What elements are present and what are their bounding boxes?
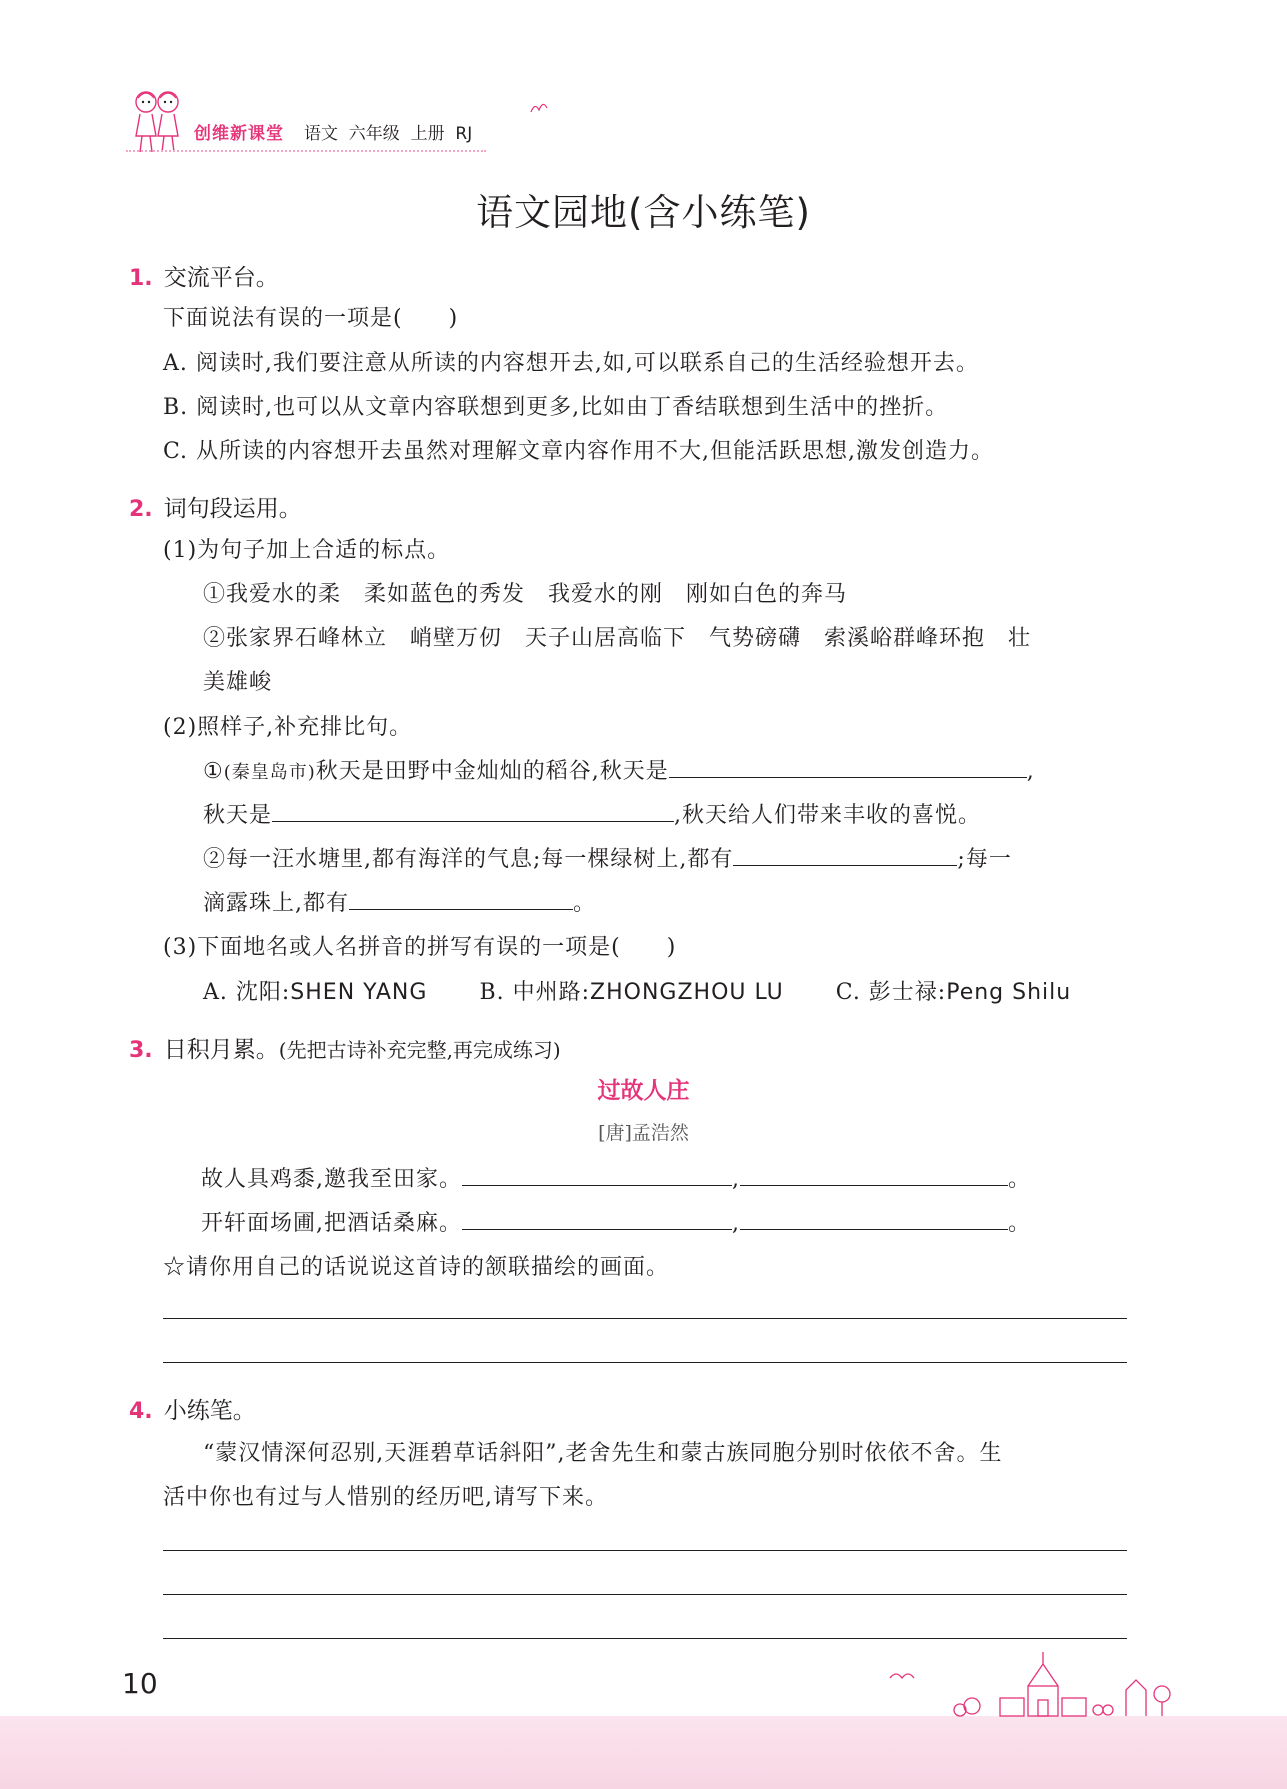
question-2-header <box>129 490 302 523</box>
sentence-text: ;每一 <box>957 847 1012 872</box>
option-c-label: C. 彭士禄: <box>835 980 947 1005</box>
page-number: 10 <box>122 1667 158 1700</box>
comma: , <box>1026 759 1035 784</box>
comma: , <box>732 1211 740 1236</box>
option-a: A. 阅读时,我们要注意从所读的内容想开去,如,可以联系自己的生活经验想开去。 <box>163 351 979 376</box>
fill-sentence-2 <box>203 842 1012 873</box>
sentence-text: 秋天是田野中金灿灿的稻谷,秋天是 <box>315 759 669 784</box>
source-note: (秦皇岛市) <box>223 762 316 783</box>
answer-line[interactable] <box>163 1362 1127 1363</box>
option-c-pinyin: Peng Shilu <box>946 980 1072 1005</box>
answer-blank[interactable] <box>272 801 674 822</box>
option-b-label: B. 中州路: <box>479 980 591 1005</box>
answer-line[interactable] <box>163 1594 1127 1595</box>
question-number: 1. <box>129 266 153 291</box>
fill-sentence-1-cont <box>203 798 981 829</box>
fill-sentence-2-cont <box>203 886 596 917</box>
answer-blank[interactable] <box>669 757 1027 778</box>
question-number: 2. <box>129 497 153 522</box>
sentence-text: ,秋天给人们带来丰收的喜悦。 <box>674 803 982 828</box>
question-heading: 词句段运用。 <box>163 496 302 522</box>
comma: , <box>732 1167 740 1192</box>
answer-blank[interactable] <box>349 889 573 910</box>
period: 。 <box>1008 1211 1032 1236</box>
period: 。 <box>1008 1167 1032 1192</box>
question-heading: 日积月累。 <box>163 1037 279 1063</box>
poem-author: [唐]孟浩然 <box>598 1122 689 1144</box>
question-1-header <box>129 259 279 292</box>
header-brand: 创维新课堂 <box>194 124 284 144</box>
answer-blank[interactable] <box>740 1165 1008 1186</box>
poem-line-2 <box>201 1206 1031 1237</box>
sentence-text: 秋天是 <box>203 803 273 828</box>
answer-blank[interactable] <box>733 845 957 866</box>
page-title: 语文园地(含小练笔) <box>476 191 811 234</box>
sparkle-icon <box>527 98 549 116</box>
castle-doodle-illustration <box>880 1650 1180 1722</box>
fill-sentence-1 <box>203 754 1035 785</box>
poem-text: 故人具鸡黍,邀我至田家。 <box>201 1167 462 1192</box>
poem-line-1 <box>201 1162 1031 1193</box>
answer-line[interactable] <box>163 1638 1127 1639</box>
question-number: 4. <box>129 1399 153 1424</box>
question-3-header <box>129 1031 561 1064</box>
part-1-label: (1)为句子加上合适的标点。 <box>163 538 451 563</box>
answer-line[interactable] <box>163 1318 1127 1319</box>
question-heading: 小练笔。 <box>163 1398 256 1424</box>
question-note: (先把古诗补充完整,再完成练习) <box>278 1038 561 1062</box>
prompt-text-cont: 活中你也有过与人惜别的经历吧,请写下来。 <box>163 1485 608 1510</box>
poem-task: ☆请你用自己的话说说这首诗的颔联描绘的画面。 <box>163 1255 670 1280</box>
answer-blank[interactable] <box>462 1209 732 1230</box>
answer-blank[interactable] <box>462 1165 732 1186</box>
pinyin-options <box>203 975 1071 1006</box>
question-4-header <box>129 1392 256 1425</box>
header-subject: 语文 六年级 上册 RJ <box>304 124 473 144</box>
poem-title: 过故人庄 <box>597 1078 690 1104</box>
sentence-text: 滴露珠上,都有 <box>203 891 349 916</box>
question-1-stem: 下面说法有误的一项是( ) <box>163 306 459 331</box>
option-a-pinyin: SHEN YANG <box>290 980 428 1005</box>
kids-mascot-illustration <box>126 86 188 156</box>
answer-blank[interactable] <box>740 1209 1008 1230</box>
answer-line[interactable] <box>163 1550 1127 1551</box>
poem-text: 开轩面场圃,把酒话桑麻。 <box>201 1211 462 1236</box>
sentence-text: 。 <box>573 891 597 916</box>
sentence-2-cont: 美雄峻 <box>203 670 273 695</box>
prompt-text: “蒙汉情深何忍别,天涯碧草话斜阳”,老舍先生和蒙古族同胞分别时依依不舍。生 <box>203 1441 1003 1466</box>
option-b-pinyin: ZHONGZHOU LU <box>590 980 784 1005</box>
sentence-2: ②张家界石峰林立 峭壁万仞 天子山居高临下 气势磅礴 索溪峪群峰环抱 壮 <box>203 626 1032 651</box>
sentence-1: ①我爱水的柔 柔如蓝色的秀发 我爱水的刚 刚如白色的奔马 <box>203 582 848 607</box>
option-c: C. 从所读的内容想开去虽然对理解文章内容作用不大,但能活跃思想,激发创造力。 <box>163 439 995 464</box>
part-2-label: (2)照样子,补充排比句。 <box>163 715 413 740</box>
sentence-text: ②每一汪水塘里,都有海洋的气息;每一棵绿树上,都有 <box>203 847 734 872</box>
header-dotted-divider <box>126 150 486 152</box>
option-a-label: A. 沈阳: <box>203 980 291 1005</box>
question-heading: 交流平台。 <box>163 265 279 291</box>
footer-band <box>0 1716 1287 1789</box>
part-3-label: (3)下面地名或人名拼音的拼写有误的一项是( ) <box>163 935 677 960</box>
question-number: 3. <box>129 1038 153 1063</box>
option-b: B. 阅读时,也可以从文章内容联想到更多,比如由丁香结联想到生活中的挫折。 <box>163 395 949 420</box>
circle-num: ① <box>203 759 224 784</box>
